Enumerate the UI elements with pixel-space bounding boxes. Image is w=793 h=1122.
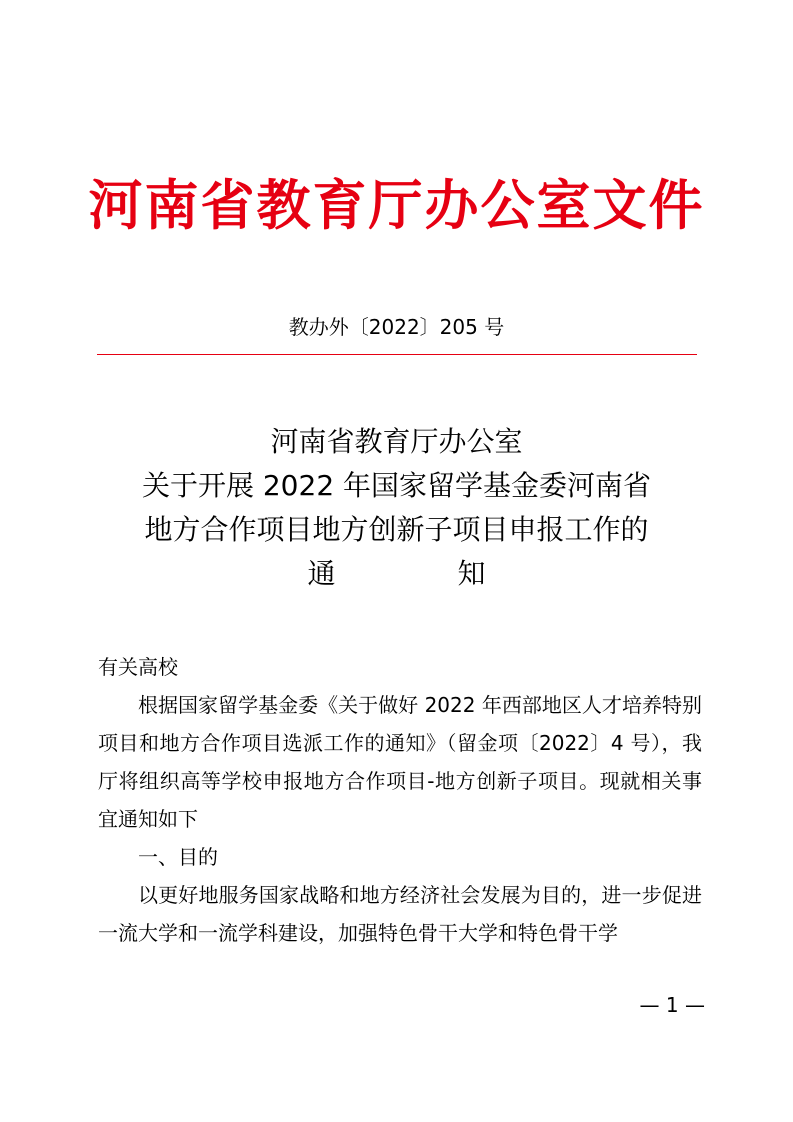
notice-title [0, 420, 793, 596]
addressee: 有关高校 [98, 655, 178, 679]
page-number: — 1 — [639, 993, 705, 1017]
notice-title-line-1: 河南省教育厅办公室 [270, 425, 523, 458]
notice-title-char-1: 通 [307, 557, 336, 590]
red-divider-line [97, 354, 697, 355]
body-paragraph-2: 以更好地服务国家战略和地方经济社会发展为目的，进一步促进一流大学和一流学科建设，加强特色骨干大学和特色骨干学 [98, 883, 702, 945]
document-number: 教办外〔2022〕205 号 [288, 315, 505, 339]
notice-title-char-2: 知 [457, 557, 486, 590]
body-paragraph-1: 根据国家留学基金委《关于做好 2022 年西部地区人才培养特别项目和地方合作项目选派工作的通知》（留金项〔2022〕4 号），我厅将组织高等学校申报地方合作项目-地方创新子项目。现就相关事宜通知如下 [98, 693, 702, 831]
document-body [98, 648, 702, 952]
document-header-title: 河南省教育厅办公室文件 [88, 174, 705, 237]
section-heading-1: 一、目的 [138, 845, 218, 869]
notice-title-line-4 [308, 552, 486, 596]
notice-title-line-2: 关于开展 2022 年国家留学基金委河南省 [141, 469, 652, 502]
notice-title-line-3: 地方合作项目地方创新子项目申报工作的 [144, 513, 649, 546]
